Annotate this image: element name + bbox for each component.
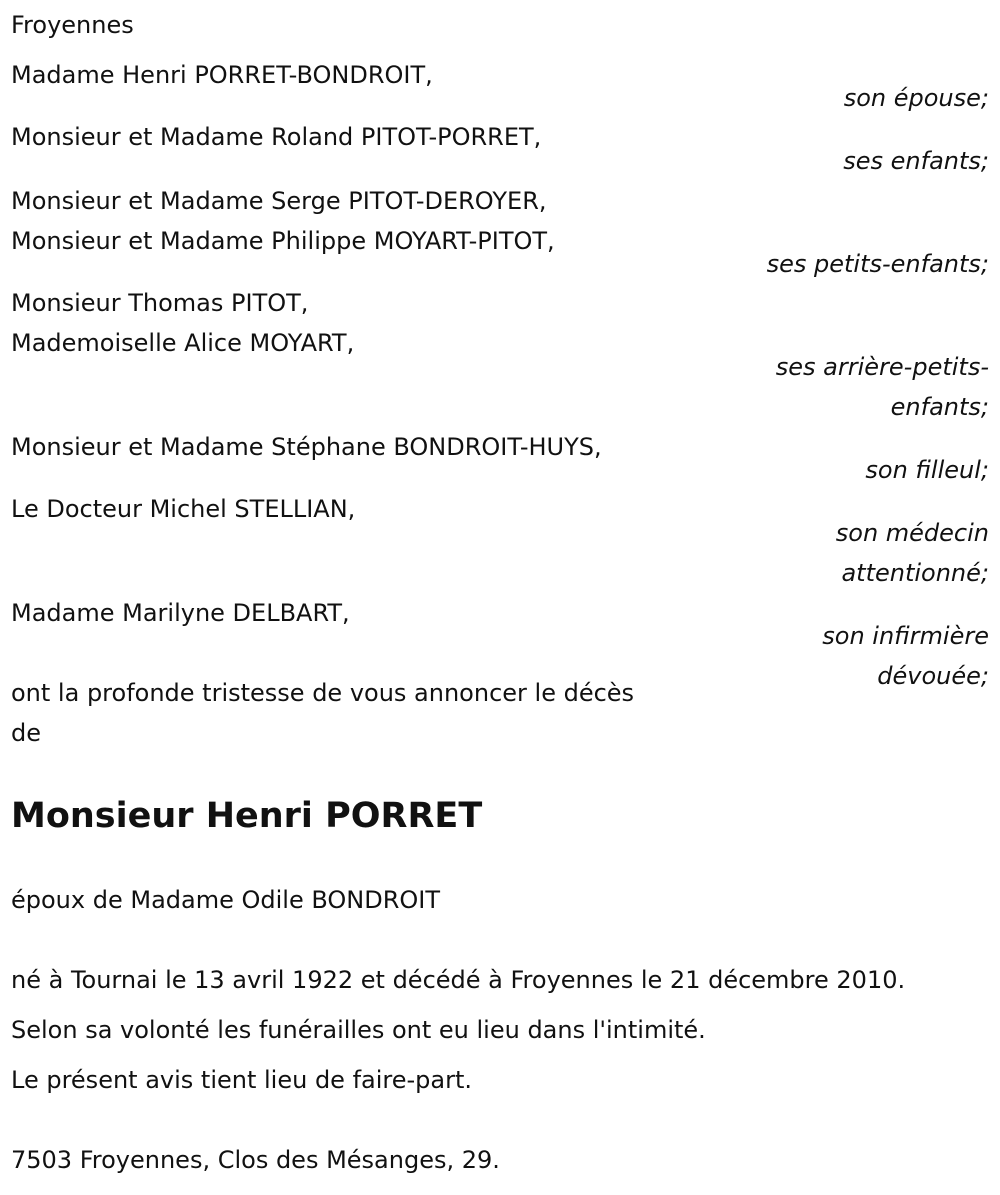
dates-line: né à Tournai le 13 avril 1922 et décédé à Froyennes le 21 décembre 2010. [11,966,906,994]
family-name-nurse: Madame Marilyne DELBART, [11,599,350,627]
address-line: 7503 Froyennes, Clos des Mésanges, 29. [11,1146,500,1174]
relation-children: ses enfants; [843,147,989,175]
announcement-line2: de [11,719,41,747]
relation-nurse-line1: son infirmière [822,622,989,650]
family-name-children: Monsieur et Madame Roland PITOT-PORRET, [11,123,542,151]
family-name-grandchild-2: Monsieur et Madame Philippe MOYART-PITOT, [11,227,555,255]
spouse-line: époux de Madame Odile BONDROIT [11,886,441,914]
announcement-line1: ont la profonde tristesse de vous annoncer le décès [11,679,635,707]
family-name-great-grandchild-2: Mademoiselle Alice MOYART, [11,329,355,357]
family-name-doctor: Le Docteur Michel STELLIAN, [11,495,356,523]
relation-doctor-line2: attentionné; [841,559,989,587]
relation-godson: son filleul; [865,456,989,484]
relation-great-grandchildren-line1: ses arrière-petits- [775,353,989,381]
funeral-line: Selon sa volonté les funérailles ont eu lieu dans l'intimité. [11,1016,706,1044]
family-name-spouse: Madame Henri PORRET-BONDROIT, [11,61,433,89]
relation-doctor-line1: son médecin [835,519,989,547]
family-name-grandchild-1: Monsieur et Madame Serge PITOT-DEROYER, [11,187,547,215]
relation-great-grandchildren-line2: enfants; [890,393,989,421]
place-heading: Froyennes [11,11,134,39]
relation-nurse-line2: dévouée; [877,662,989,690]
relation-spouse: son épouse; [843,84,989,112]
family-name-great-grandchild-1: Monsieur Thomas PITOT, [11,289,309,317]
family-name-godson: Monsieur et Madame Stéphane BONDROIT-HUYS, [11,433,602,461]
deceased-name: Monsieur Henri PORRET [11,796,483,836]
notice-line: Le présent avis tient lieu de faire-part. [11,1066,473,1094]
relation-grandchildren: ses petits-enfants; [766,250,989,278]
